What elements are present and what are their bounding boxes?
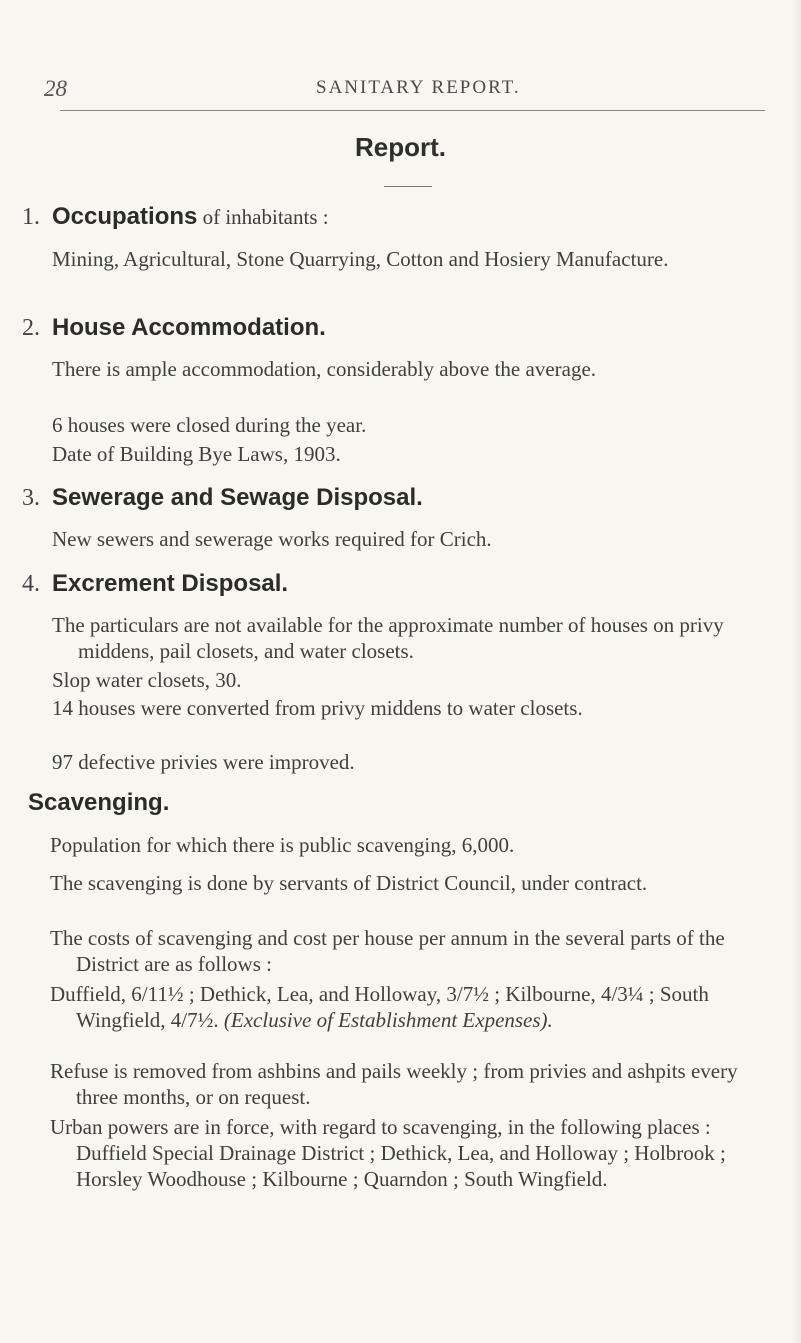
- section-number: 2.: [22, 315, 40, 341]
- section-title: Occupations: [52, 203, 198, 230]
- paragraph: 6 houses were closed during the year.: [52, 413, 367, 437]
- section-heading-sewerage: [22, 484, 423, 512]
- costs-note: (Exclusive of Establishment Expenses).: [223, 1008, 553, 1032]
- paragraph: Population for which there is public scavenging, 6,000.: [50, 833, 515, 857]
- paragraph: Slop water closets, 30.: [52, 668, 242, 692]
- costs-text: Duffield, 6/11½ ; Dethick, Lea, and Holloway, 3/7½ ; Kilbourne, 4/3¼ ; South Wingfield, 4/7½.: [50, 982, 709, 1032]
- section-heading-excrement-disposal: [22, 570, 288, 598]
- paragraph: The costs of scavenging and cost per house per annum in the several parts of the District are as follows :: [50, 926, 725, 976]
- section-number: 3.: [22, 485, 40, 511]
- header-rule: [60, 110, 765, 111]
- section-number: 4.: [22, 571, 40, 597]
- title-rule: [384, 186, 432, 187]
- paragraph: The particulars are not available for the approximate number of houses on privy middens, pail closets, and water closets.: [52, 613, 724, 663]
- scavenging-heading: Scavenging.: [28, 789, 170, 816]
- page-number: 28: [44, 76, 67, 101]
- scavenging-costs: [50, 981, 782, 1033]
- page-edge-shadow: [791, 0, 801, 1343]
- report-title: Report.: [355, 132, 446, 162]
- section-number: 1.: [22, 204, 40, 230]
- paragraph: Urban powers are in force, with regard to scavenging, in the following places : Duffield Special Drainage District ; Dethick, Lea, and Holloway ; Holbrook ; Horsley Woodhouse ; Kilbourne ; Quarndon ; South Wingfield.: [50, 1115, 726, 1191]
- section-heading-house-accommodation: [22, 314, 326, 342]
- paragraph: 14 houses were converted from privy middens to water closets.: [52, 696, 583, 720]
- section-title: Sewerage and Sewage Disposal.: [52, 484, 423, 511]
- section-title-suffix: of inhabitants :: [197, 205, 329, 229]
- paragraph: Refuse is removed from ashbins and pails weekly ; from privies and ashpits every three months, or on request.: [50, 1059, 738, 1109]
- section-title: House Accommodation.: [52, 314, 326, 341]
- paragraph: New sewers and sewerage works required for Crich.: [52, 527, 492, 551]
- paragraph: 97 defective privies were improved.: [52, 750, 355, 774]
- paragraph: There is ample accommodation, considerably above the average.: [52, 357, 597, 381]
- section-title: Excrement Disposal.: [52, 570, 289, 597]
- section-heading-occupations: [22, 203, 329, 231]
- paragraph: Date of Building Bye Laws, 1903.: [52, 442, 341, 466]
- paragraph: Mining, Agricultural, Stone Quarrying, Cotton and Hosiery Manufacture.: [52, 247, 669, 271]
- paragraph: The scavenging is done by servants of District Council, under contract.: [50, 871, 648, 895]
- running-head: SANITARY REPORT.: [316, 77, 521, 98]
- page-header: [0, 62, 801, 118]
